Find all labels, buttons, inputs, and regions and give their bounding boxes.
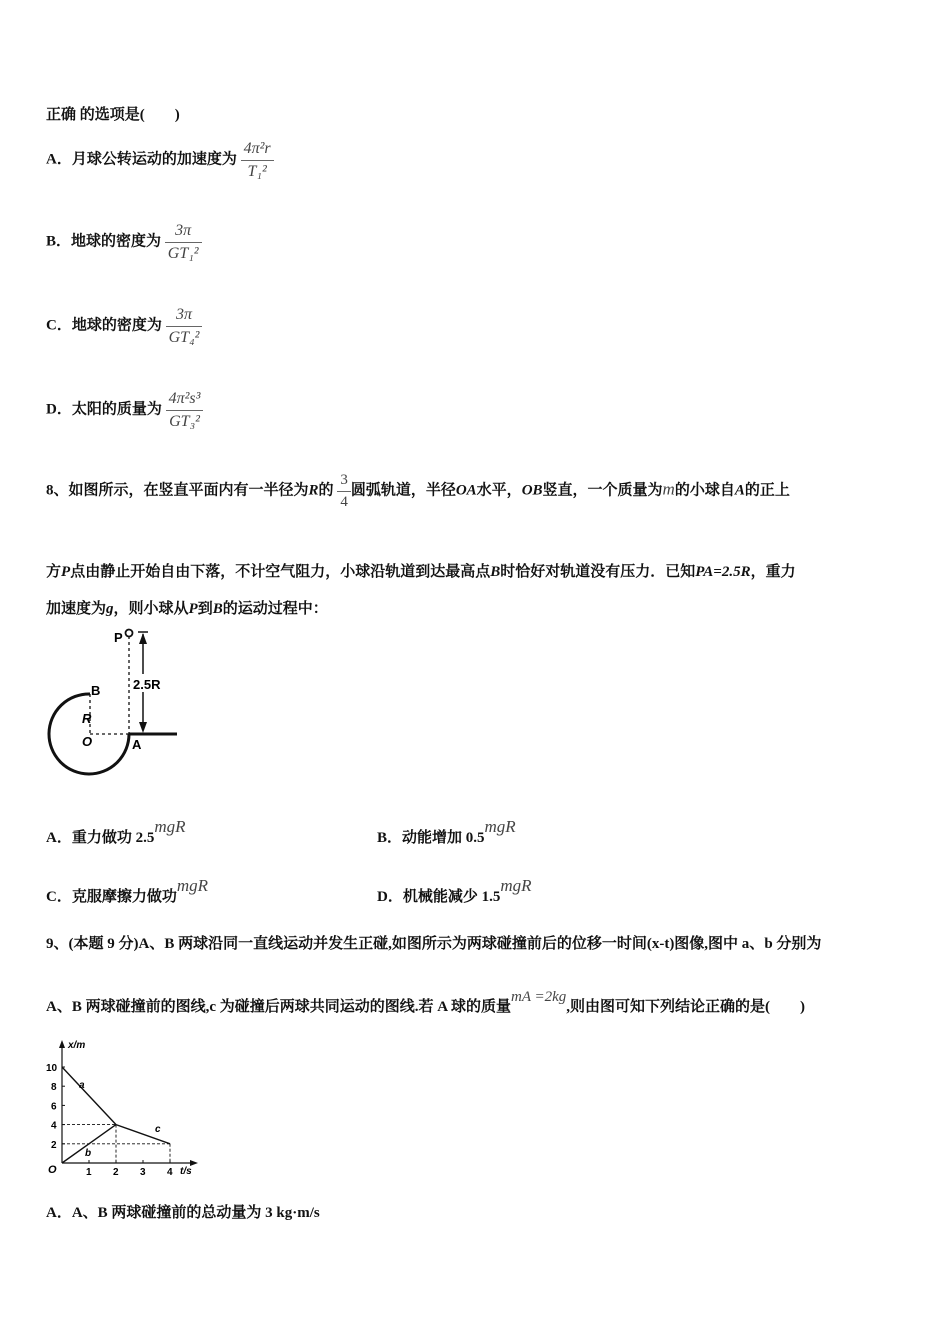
formula-mgR: mgR (484, 817, 516, 836)
option-text: 机械能减少 1.5 (402, 889, 501, 905)
arrow-down-head (139, 722, 147, 733)
text-run: ，则小球从 (113, 601, 189, 617)
y-tick-label: 10 (46, 1063, 58, 1074)
fraction-denominator: T₁² (247, 162, 267, 180)
label-A: A (132, 737, 142, 752)
text-run: 的正上 (744, 482, 790, 499)
var-R: R (308, 482, 319, 499)
q8-option-a (46, 817, 186, 847)
x-tick-label: 2 (113, 1167, 119, 1176)
option-letter: D． (377, 889, 403, 905)
x-tick-label: 4 (167, 1167, 173, 1176)
option-text: 地球的密度为 (71, 233, 162, 250)
q7-option-a (46, 140, 274, 180)
chart-axes (48, 1040, 198, 1176)
fraction-numerator: 3π (166, 306, 203, 327)
q9-option-a: A．A、B 两球碰撞前的总动量为 3 kg·m/s (46, 1205, 320, 1221)
formula-fraction (165, 222, 202, 262)
var-OA: OA (455, 482, 477, 499)
y-axis-label: x/m (68, 1040, 86, 1051)
option-text: 月球公转运动的加速度为 (71, 151, 237, 168)
formula-mass: mA =2kg (511, 989, 567, 1005)
option-letter: A． (46, 151, 72, 168)
text-run: ，重力 (750, 564, 796, 580)
three-quarter-fraction (337, 472, 351, 510)
y-tick-label: 2 (51, 1139, 57, 1151)
q8-line-1 (46, 472, 790, 510)
q8-option-c (46, 876, 209, 906)
q9-line-2 (46, 989, 806, 1016)
fraction-denominator: 4 (340, 493, 348, 510)
q8-option-d (377, 876, 532, 906)
formula-fraction (166, 306, 203, 346)
option-letter: B． (46, 233, 72, 250)
ball-P (126, 630, 133, 637)
chart-marks (46, 1063, 173, 1176)
var-m: m (662, 479, 675, 499)
option-text: 地球的密度为 (71, 317, 162, 334)
x-tick-label: 1 (86, 1167, 92, 1176)
q8-line-2 (46, 560, 796, 581)
q7-option-c (46, 306, 202, 346)
label-P: P (114, 630, 123, 645)
fraction-numerator: 4π²s³ (166, 390, 204, 411)
label-B: B (91, 683, 101, 698)
series-line-a (62, 1067, 116, 1125)
option-text: 克服摩擦力做功 (71, 889, 177, 905)
text-run: 的运动过程中： (222, 601, 328, 617)
q8-line-3 (46, 597, 328, 618)
option-letter: A． (46, 830, 72, 846)
series-label-a: a (79, 1079, 85, 1091)
fraction-denominator: GT₁² (167, 244, 199, 262)
var-B: B (490, 564, 501, 580)
var-B: B (212, 601, 223, 617)
label-O: O (82, 734, 93, 749)
y-tick-label: 6 (51, 1101, 57, 1113)
text-run: 圆弧轨道，半径 (350, 482, 456, 499)
text-run: 点由静止开始自由下落，不计空气阻力，小球沿轨道到达最高点 (70, 564, 491, 580)
label-height: 2.5R (133, 677, 161, 692)
formula-mgR: mgR (500, 876, 532, 895)
option-text: 太阳的质量为 (71, 401, 162, 418)
var-PA: PA=2.5R (695, 564, 751, 580)
option-letter: B． (377, 830, 403, 846)
text-run: 加速度为 (46, 601, 107, 617)
series-line-c (116, 1125, 170, 1144)
fraction-denominator: GT₃² (169, 412, 200, 430)
x-axis-label: t/s (180, 1166, 192, 1176)
option-letter: D． (46, 401, 72, 418)
fraction-numerator: 4π²r (241, 140, 274, 161)
text-run: 竖直，一个质量为 (542, 482, 663, 499)
arrow-up-head (139, 633, 147, 644)
var-g: g (106, 601, 114, 617)
option-letter: C． (46, 317, 72, 334)
y-axis-arrow (59, 1040, 65, 1048)
option-letter: C． (46, 889, 72, 905)
option-text: 重力做功 2.5 (71, 830, 155, 846)
text-run: 时恰好对轨道没有压力．已知 (500, 564, 696, 580)
var-A: A (734, 482, 745, 499)
q8-option-b (377, 817, 516, 847)
fraction-numerator: 3π (165, 222, 202, 243)
text-run: 如图所示，在竖直平面内有一半径为 (68, 482, 309, 499)
circle-track-figure (40, 622, 190, 782)
formula-fraction (241, 140, 274, 180)
q7-option-b (46, 222, 202, 262)
option-text: 动能增加 0.5 (402, 830, 485, 846)
origin-label: O (48, 1164, 57, 1176)
series-label-c: c (155, 1124, 161, 1136)
series-label-b: b (85, 1147, 92, 1159)
text-run: 的小球自 (674, 482, 735, 499)
q7-option-d (46, 390, 203, 430)
fraction-numerator: 3 (337, 472, 351, 492)
fraction-denominator: GT₄² (168, 328, 200, 346)
y-tick-label: 4 (51, 1120, 57, 1132)
text-run: ,则由图可知下列结论正确的是( ) (566, 999, 806, 1015)
formula-mgR: mgR (176, 876, 209, 895)
var-P: P (188, 601, 198, 617)
var-OB: OB (521, 482, 543, 499)
y-tick-label: 8 (51, 1082, 57, 1094)
xt-graph (44, 1036, 204, 1176)
text-run: A、B 两球碰撞前的图线,c 为碰撞后两球共同运动的图线.若 A 球的质量 (46, 999, 512, 1015)
text-run: 水平， (476, 482, 522, 499)
formula-mgR: mgR (154, 817, 186, 836)
q7-stem-end: 正确 的选项是( ) (46, 107, 180, 123)
label-R: R (82, 711, 92, 726)
q9-line-1: 9、(本题 9 分)A、B 两球沿同一直线运动并发生正碰,如图所示为两球碰撞前后的位移一时间(x-t)图像,图中 a、b 分别为 (46, 936, 822, 952)
text-run: 方 (46, 564, 62, 580)
x-tick-label: 3 (140, 1167, 146, 1176)
text-run: 的 (318, 482, 334, 499)
question-number: 8、 (46, 482, 69, 499)
text-run: 到 (197, 601, 213, 617)
formula-fraction (166, 390, 204, 430)
var-P: P (61, 564, 71, 580)
